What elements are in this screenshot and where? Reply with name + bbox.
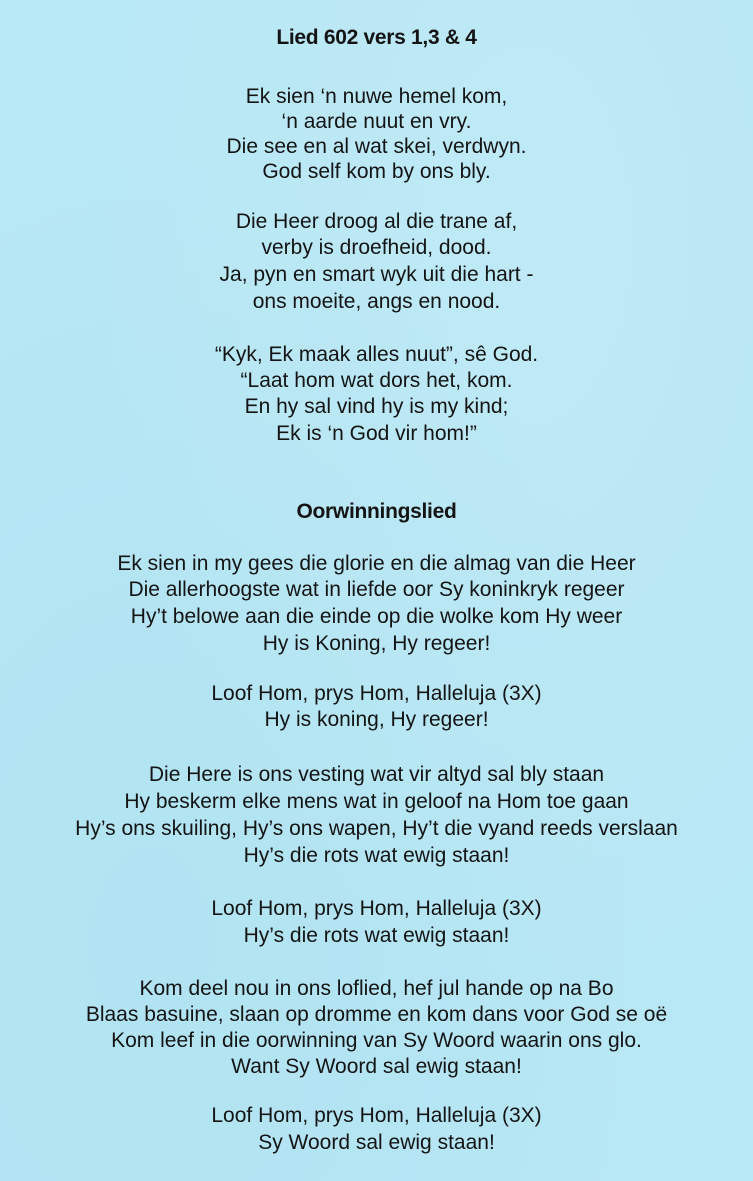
lyric-line: Blaas basuine, slaan op dromme en kom dans voor God se oë xyxy=(85,1003,668,1026)
lyric-line: “Laat hom wat dors het, kom. xyxy=(240,369,513,392)
lyric-line: Die allerhoogste wat in liefde oor Sy koninkryk regeer xyxy=(128,578,625,601)
song-title-lied-602: Lied 602 vers 1,3 & 4 xyxy=(276,26,477,49)
song-title-oorwinningslied: Oorwinningslied xyxy=(296,500,457,523)
lyric-line: Hy is koning, Hy regeer! xyxy=(264,708,489,731)
lyric-line: Sy Woord sal ewig staan! xyxy=(258,1131,495,1154)
lyric-line: Loof Hom, prys Hom, Halleluja (3X) xyxy=(211,682,542,705)
lyric-line: ‘n aarde nuut en vry. xyxy=(281,110,472,133)
lyric-line: Ek sien in my gees die glorie en die almag van die Heer xyxy=(117,552,636,575)
lyric-line: Die Heer droog al die trane af, xyxy=(235,210,518,233)
lyric-line: God self kom by ons bly. xyxy=(262,160,491,183)
lyric-line: “Kyk, Ek maak alles nuut”, sê God. xyxy=(214,343,539,366)
lyric-line: Loof Hom, prys Hom, Halleluja (3X) xyxy=(211,1104,542,1127)
lyric-line: Ek is ‘n God vir hom!” xyxy=(276,422,477,445)
lyric-line: verby is droefheid, dood. xyxy=(261,236,492,259)
lyric-line: Hy’s die rots wat ewig staan! xyxy=(243,844,510,867)
lyric-line: Ja, pyn en smart wyk uit die hart - xyxy=(219,263,534,286)
lyric-line: Die see en al wat skei, verdwyn. xyxy=(226,135,527,158)
lyric-line: Hy’s ons skuiling, Hy’s ons wapen, Hy’t die vyand reeds verslaan xyxy=(75,817,678,840)
lyric-line: Die Here is ons vesting wat vir altyd sal bly staan xyxy=(148,763,605,786)
lyric-line: Want Sy Woord sal ewig staan! xyxy=(231,1055,522,1078)
lyric-line: Hy’s die rots wat ewig staan! xyxy=(243,924,510,947)
lyric-line: Ek sien ‘n nuwe hemel kom, xyxy=(245,85,508,108)
lyric-line: Hy is Koning, Hy regeer! xyxy=(262,632,491,655)
lyric-line: Kom deel nou in ons loflied, hef jul hande op na Bo xyxy=(139,977,614,1000)
lyric-line: Loof Hom, prys Hom, Halleluja (3X) xyxy=(211,897,542,920)
lyric-line: Hy’t belowe aan die einde op die wolke kom Hy weer xyxy=(130,605,623,628)
lyric-line: Kom leef in die oorwinning van Sy Woord waarin ons glo. xyxy=(111,1029,642,1052)
lyric-line: Hy beskerm elke mens wat in geloof na Hom toe gaan xyxy=(124,790,629,813)
lyric-line: En hy sal vind hy is my kind; xyxy=(244,395,509,418)
lyric-line: ons moeite, angs en nood. xyxy=(252,290,501,313)
